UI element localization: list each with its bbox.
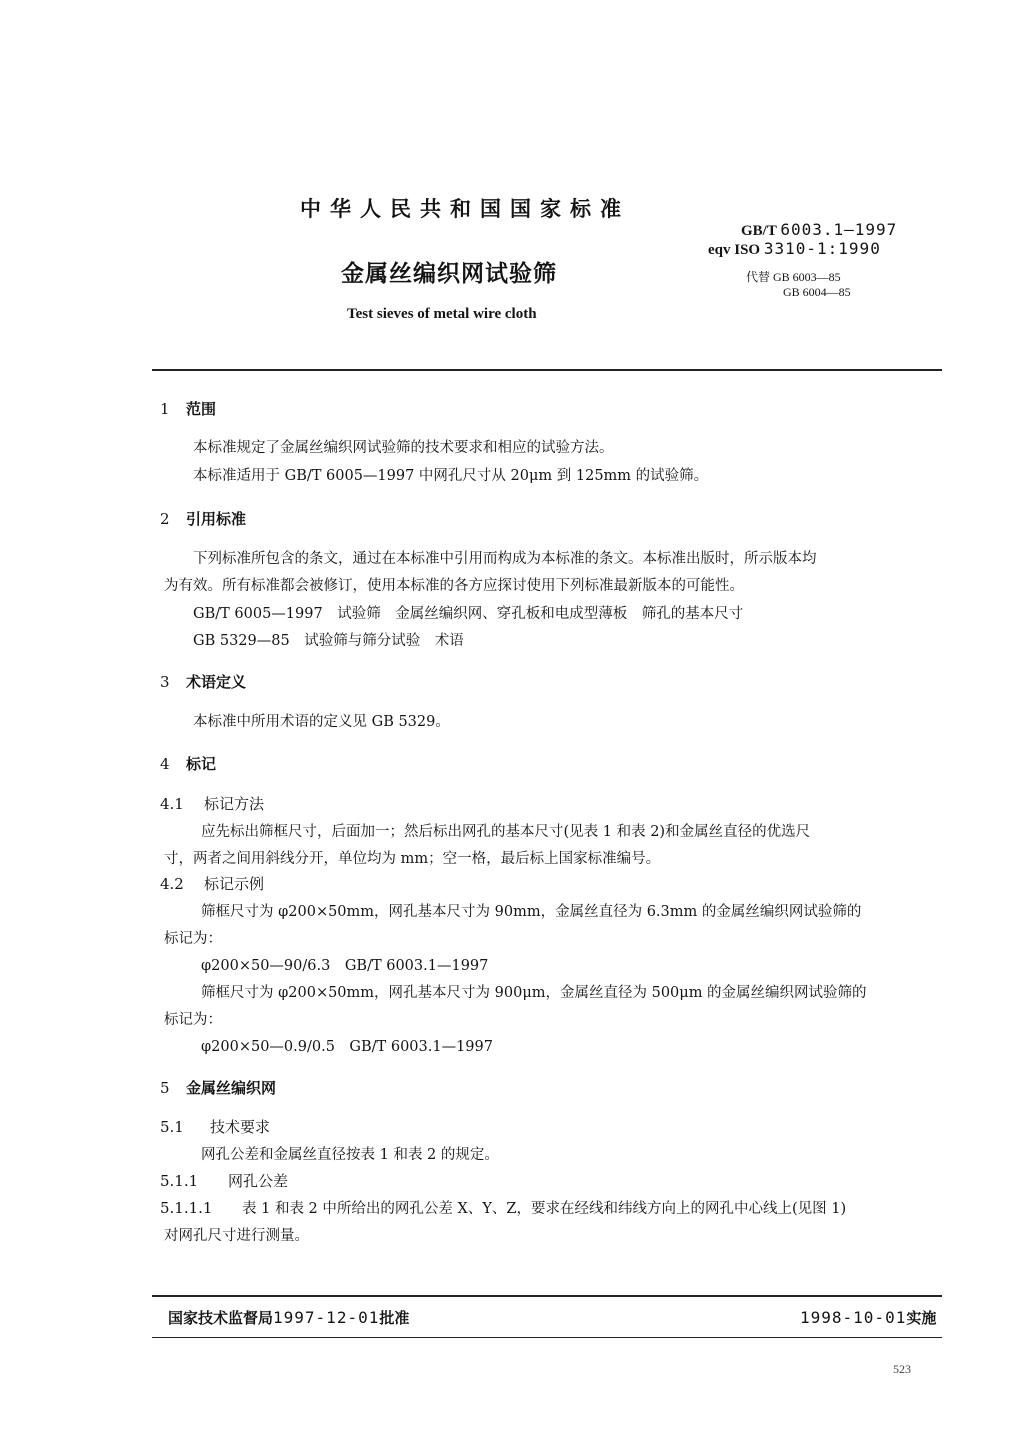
paragraph: 本标准规定了金属丝编织网试验筛的技术要求和相应的试验方法。 [193, 440, 614, 456]
subsection-number: 4.1 [160, 795, 184, 813]
approval-label: 批准 [379, 1309, 410, 1327]
paragraph: 标记为： [164, 931, 222, 947]
footer-bottom-rule [152, 1337, 942, 1338]
section-number: 1 [160, 400, 170, 418]
subsection-number: 5.1.1 [160, 1172, 199, 1190]
subsection-heading-5-1-1 [160, 1170, 288, 1191]
standard-code-number: 6003.1—1997 [780, 220, 898, 239]
section-number: 3 [160, 673, 170, 691]
standard-code-block [708, 221, 948, 299]
approval-line [168, 1307, 409, 1328]
subsection-heading-4-2 [160, 873, 264, 894]
section-number: 5 [160, 1079, 170, 1097]
marking-example: φ200×50—0.9/0.5 GB/T 6003.1—1997 [201, 1039, 493, 1055]
section-heading-2 [160, 508, 246, 529]
paragraph: 下列标准所包含的条文，通过在本标准中引用而构成为本标准的条文。本标准出版时，所示版本均 [193, 551, 817, 567]
effective-label: 实施 [906, 1309, 937, 1327]
effective-date: 1998-10-01 [800, 1308, 907, 1327]
subsection-title: 标记方法 [204, 795, 265, 813]
section-heading-3 [160, 671, 246, 692]
paragraph-text: 表 1 和表 2 中所给出的网孔公差 X、Y、Z，要求在经线和纬线方向上的网孔中心线上(见图 1) [242, 1201, 847, 1217]
paragraph: 网孔公差和金属丝直径按表 1 和表 2 的规定。 [201, 1147, 499, 1163]
paragraph: 应先标出筛框尺寸，后面加一；然后标出网孔的基本尺寸(见表 1 和表 2)和金属丝直径的优选尺 [201, 824, 811, 840]
footer-rule [152, 1295, 942, 1297]
marking-example: φ200×50—90/6.3 GB/T 6003.1—1997 [201, 958, 489, 974]
section-heading-4 [160, 753, 216, 774]
section-heading-5 [160, 1077, 276, 1098]
approval-date: 1997-12-01 [273, 1308, 380, 1327]
effective-line [800, 1307, 936, 1328]
paragraph-5-1-1-1 [160, 1197, 846, 1218]
subsection-number: 5.1.1.1 [160, 1199, 213, 1217]
section-title: 术语定义 [186, 673, 247, 691]
header-rule [152, 369, 942, 371]
standard-code [708, 221, 948, 240]
paragraph: 本标准中所用术语的定义见 GB 5329。 [193, 714, 450, 730]
section-heading-1 [160, 398, 216, 419]
page-number: 523 [893, 1362, 911, 1376]
replaces-standard-2: GB 6004—85 [783, 285, 851, 299]
paragraph: 筛框尺寸为 φ200×50mm，网孔基本尺寸为 900μm，金属丝直径为 500μm 的金属丝编织网试验筛的 [201, 985, 867, 1001]
reference-item: GB 5329—85 试验筛与筛分试验 术语 [193, 633, 464, 649]
subsection-number: 5.1 [160, 1118, 184, 1136]
subsection-title: 网孔公差 [228, 1172, 289, 1190]
paragraph: 为有效。所有标准都会被修订，使用本标准的各方应探讨使用下列标准最新版本的可能性。 [164, 578, 744, 594]
section-number: 4 [160, 755, 170, 773]
issuer: 国家技术监督局 [168, 1309, 274, 1327]
subsection-title: 技术要求 [210, 1118, 271, 1136]
equivalent-standard-prefix: eqv ISO [708, 242, 761, 258]
section-title: 金属丝编织网 [186, 1079, 277, 1097]
replaces-standard-1: 代替 GB 6003—85 [746, 270, 841, 284]
equivalent-standard-number: 3310-1:1990 [763, 239, 881, 258]
standard-code-prefix: GB/T [741, 223, 777, 239]
subsection-number: 4.2 [160, 875, 184, 893]
paragraph: 寸，两者之间用斜线分开，单位均为 mm；空一格，最后标上国家标准编号。 [164, 851, 661, 867]
paragraph: 筛框尺寸为 φ200×50mm，网孔基本尺寸为 90mm，金属丝直径为 6.3mm 的金属丝编织网试验筛的 [201, 904, 862, 920]
paragraph: 本标准适用于 GB/T 6005—1997 中网孔尺寸从 20μm 到 125mm 的试验筛。 [193, 468, 709, 484]
document-title-english: Test sieves of metal wire cloth [347, 306, 537, 322]
paragraph: 标记为： [164, 1012, 222, 1028]
section-title: 引用标准 [186, 510, 247, 528]
paragraph: 对网孔尺寸进行测量。 [164, 1228, 309, 1244]
subsection-title: 标记示例 [204, 875, 265, 893]
subsection-heading-5-1 [160, 1116, 270, 1137]
reference-item: GB/T 6005—1997 试验筛 金属丝编织网、穿孔板和电成型薄板 筛孔的基本尺寸 [193, 606, 744, 622]
national-standard-heading: 中华人民共和国国家标准 [300, 196, 630, 221]
subsection-heading-4-1 [160, 793, 264, 814]
section-title: 标记 [186, 755, 217, 773]
document-title-chinese: 金属丝编织网试验筛 [341, 260, 557, 287]
equivalent-standard [708, 240, 948, 259]
section-title: 范围 [186, 400, 217, 418]
section-number: 2 [160, 510, 170, 528]
